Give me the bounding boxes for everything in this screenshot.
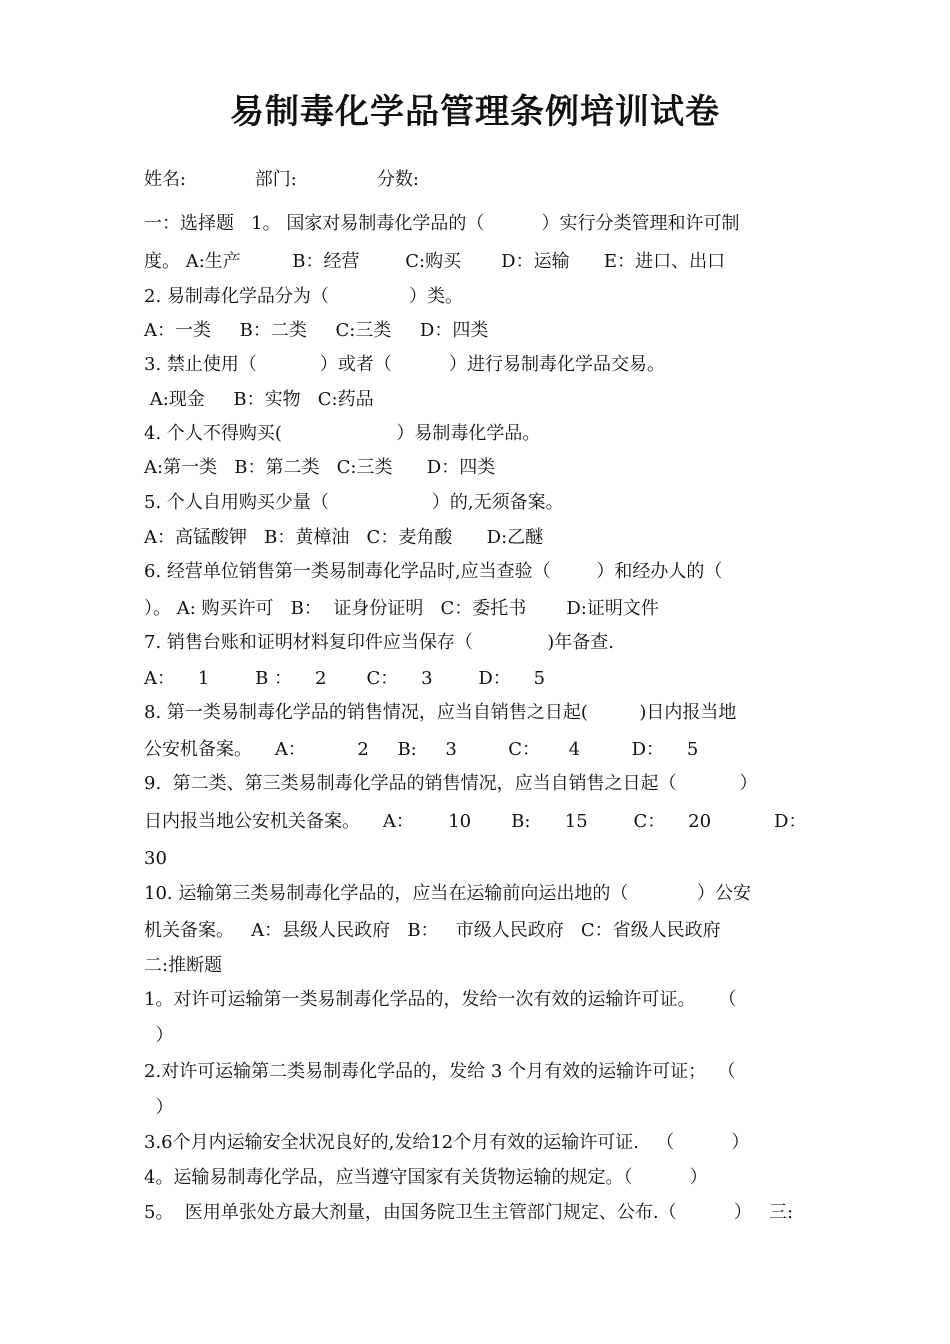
text-line: ）。 A: 购买许可 B： 证身份证明 C：委托书 D:证明文件 <box>144 598 659 619</box>
text-line: 日内报当地公安机关备案。 A： 10 B: 15 C： 20 D： <box>144 811 807 832</box>
text-line: 公安机备案。 A： 2 B: 3 C： 4 D： 5 <box>144 739 699 760</box>
section-heading: 二:推断题 <box>144 955 223 976</box>
text-line: 4. 个人不得购买( ）易制毒化学品。 <box>144 423 541 444</box>
text-line: 8. 第一类易制毒化学品的销售情况，应当自销售之日起( )日内报当地 <box>144 702 737 723</box>
text-line: 2. 易制毒化学品分为（ ）类。 <box>144 286 463 307</box>
page-title: 易制毒化学品管理条例培训试卷 <box>230 92 720 132</box>
text-line: 30 <box>144 848 167 869</box>
text-line: 度。 A:生产 B：经营 C:购买 D：运输 E：进口、出口 <box>144 251 726 272</box>
text-line: 9. 第二类、第三类易制毒化学品的销售情况，应当自销售之日起（ ） <box>144 773 758 794</box>
text-line: 7. 销售台账和证明材料复印件应当保存（ )年备查. <box>144 632 615 653</box>
text-line: 3. 禁止使用（ ）或者（ ）进行易制毒化学品交易。 <box>144 354 666 375</box>
header-fields: 姓名: 部门: 分数: <box>144 169 419 190</box>
text-line: 6. 经营单位销售第一类易制毒化学品时,应当查验（ ）和经办人的（ <box>144 561 723 582</box>
text-line: A： 1 B ： 2 C： 3 D： 5 <box>144 668 546 689</box>
text-line: ） <box>144 1025 174 1046</box>
text-line: A:现金 B：实物 C:药品 <box>144 389 374 410</box>
text-line: 3.6个月内运输安全状况良好的,发给12个月有效的运输许可证. （ ） <box>144 1132 750 1153</box>
text-line: 10. 运输第三类易制毒化学品的，应当在运输前向运出地的（ ）公安 <box>144 883 752 904</box>
text-line: ） <box>144 1097 174 1118</box>
text-line: 5. 个人自用购买少量（ ）的,无须备案。 <box>144 492 564 513</box>
text-line: 一：选择题 1。 国家对易制毒化学品的（ ）实行分类管理和许可制 <box>144 213 740 234</box>
text-line: 4。运输易制毒化学品，应当遵守国家有关货物运输的规定。（ ） <box>144 1167 708 1188</box>
text-line: A：一类 B：二类 C:三类 D：四类 <box>144 320 489 341</box>
text-line: 机关备案。 A：县级人民政府 B： 市级人民政府 C：省级人民政府 <box>144 920 721 941</box>
text-line: 1。对许可运输第一类易制毒化学品的，发给一次有效的运输许可证。 （ <box>144 989 737 1010</box>
text-line: A:第一类 B：第二类 C:三类 D：四类 <box>144 457 496 478</box>
text-line: A：高锰酸钾 B：黄樟油 C：麦角酸 D:乙醚 <box>144 527 544 548</box>
text-line: 5。 医用单张处方最大剂量，由国务院卫生主管部门规定、公布.（ ） 三: <box>144 1202 794 1223</box>
text-line: 2.对许可运输第二类易制毒化学品的，发给 3 个月有效的运输许可证； （ <box>144 1061 736 1082</box>
